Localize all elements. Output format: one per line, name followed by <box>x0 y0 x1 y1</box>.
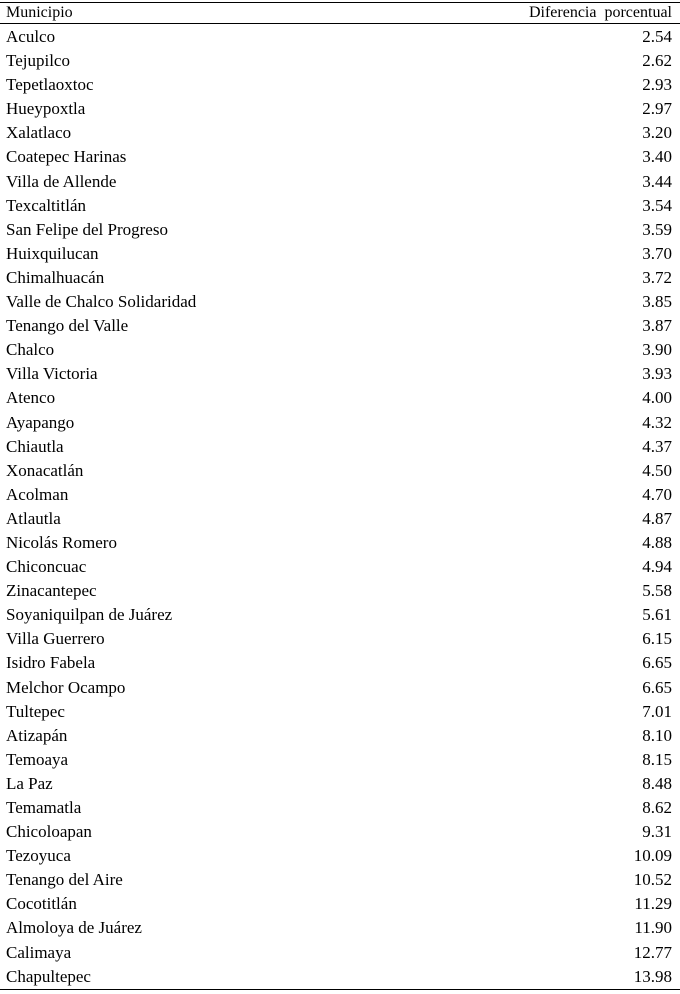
table-row <box>0 194 680 217</box>
table-header-rule <box>0 23 680 24</box>
diferencia-cell: 8.48 <box>642 773 672 793</box>
table-row <box>0 531 680 554</box>
municipio-cell: Calimaya <box>6 942 72 962</box>
diferencia-cell: 3.59 <box>642 219 672 239</box>
municipio-cell: Almoloya de Juárez <box>6 918 142 938</box>
diferencia-cell: 10.09 <box>633 846 672 866</box>
municipio-cell: Ayapango <box>6 412 75 432</box>
municipio-cell: Xalatlaco <box>6 123 72 143</box>
diferencia-cell: 2.54 <box>642 27 672 46</box>
table-row <box>0 772 680 795</box>
table-row <box>0 844 680 867</box>
table-body <box>0 25 680 988</box>
diferencia-cell: 5.61 <box>642 605 672 625</box>
diferencia-cell: 7.01 <box>642 701 672 721</box>
table-row <box>0 338 680 361</box>
municipio-cell: Nicolás Romero <box>6 532 117 552</box>
diferencia-cell: 2.62 <box>642 51 672 71</box>
diferencia-cell: 2.97 <box>642 99 672 119</box>
municipio-cell: Tejupilco <box>6 51 70 71</box>
diferencia-cell: 6.15 <box>642 629 672 649</box>
table-row <box>0 892 680 915</box>
municipio-cell: Soyaniquilpan de Juárez <box>6 605 173 625</box>
table-row <box>0 97 680 120</box>
table-row <box>0 386 680 409</box>
diferencia-cell: 3.44 <box>642 171 672 191</box>
table-row <box>0 651 680 674</box>
table-row <box>0 411 680 434</box>
table-row <box>0 868 680 891</box>
municipio-cell: Zinacantepec <box>6 581 97 601</box>
diferencia-cell: 4.32 <box>642 412 672 432</box>
municipio-cell: Aculco <box>6 27 56 46</box>
table-row <box>0 49 680 72</box>
table-row <box>0 941 680 964</box>
diferencia-cell: 3.90 <box>642 340 672 360</box>
municipio-cell: Villa Victoria <box>6 364 98 384</box>
diferencia-cell: 4.87 <box>642 508 672 528</box>
municipio-cell: Tultepec <box>6 701 65 721</box>
table-row <box>0 965 680 988</box>
table-row <box>0 362 680 385</box>
municipio-cell: Villa de Allende <box>6 171 117 191</box>
diferencia-cell: 4.00 <box>642 388 672 408</box>
municipio-cell: Acolman <box>6 484 69 504</box>
diferencia-cell: 8.10 <box>642 725 672 745</box>
diferencia-cell: 6.65 <box>642 677 672 697</box>
diferencia-cell: 10.52 <box>633 870 672 890</box>
diferencia-cell: 4.70 <box>642 484 672 504</box>
diferencia-cell: 5.58 <box>642 581 672 601</box>
municipio-cell: Tezoyuca <box>6 846 71 866</box>
municipio-cell: Atenco <box>6 388 56 408</box>
municipio-cell: Atizapán <box>6 725 68 745</box>
table-row <box>0 555 680 578</box>
table-row <box>0 25 680 48</box>
municipio-cell: Coatepec Harinas <box>6 147 127 167</box>
table-row <box>0 145 680 168</box>
diferencia-cell: 3.72 <box>642 267 672 287</box>
municipio-cell: Melchor Ocampo <box>6 677 126 697</box>
diferencia-cell: 3.85 <box>642 292 672 312</box>
header-diferencia-porcentual: Diferencia porcentual <box>528 4 672 21</box>
header-municipio: Municipio <box>6 4 73 21</box>
municipio-cell: La Paz <box>6 773 53 793</box>
table-row <box>0 170 680 193</box>
table-row <box>0 603 680 626</box>
table-row <box>0 724 680 747</box>
municipio-cell: Xonacatlán <box>6 460 84 480</box>
table-row <box>0 748 680 771</box>
table-row <box>0 627 680 650</box>
table-row <box>0 700 680 723</box>
municipio-cell: Chiautla <box>6 436 64 456</box>
diferencia-cell: 4.94 <box>642 557 672 577</box>
diferencia-cell: 2.93 <box>642 75 672 95</box>
diferencia-cell: 3.20 <box>642 123 672 143</box>
municipio-cell: Texcaltitlán <box>6 195 86 215</box>
diferencia-cell: 11.90 <box>634 918 672 938</box>
municipio-cell: Chimalhuacán <box>6 267 105 287</box>
municipio-cell: Tepetlaoxtoc <box>6 75 94 95</box>
municipio-cell: Hueypoxtla <box>6 99 86 119</box>
diferencia-cell: 11.29 <box>634 894 672 914</box>
municipio-cell: Chiconcuac <box>6 557 87 577</box>
municipio-cell: Villa Guerrero <box>6 629 105 649</box>
diferencia-cell: 6.65 <box>642 653 672 673</box>
table-row <box>0 121 680 144</box>
municipio-cell: Tenango del Valle <box>6 316 129 336</box>
table-row <box>0 73 680 96</box>
diferencia-cell: 13.98 <box>633 966 672 986</box>
table-row <box>0 507 680 530</box>
diferencia-cell: 8.15 <box>642 749 672 769</box>
table-row <box>0 266 680 289</box>
municipio-cell: Cocotitlán <box>6 894 77 914</box>
municipio-cell: Chalco <box>6 340 55 360</box>
table-row <box>0 314 680 337</box>
municipio-cell: Huixquilucan <box>6 243 99 263</box>
municipio-cell: Valle de Chalco Solidaridad <box>6 292 197 312</box>
municipio-cell: San Felipe del Progreso <box>6 219 168 239</box>
diferencia-cell: 3.87 <box>642 316 672 336</box>
diferencia-cell: 8.62 <box>642 798 672 817</box>
diferencia-cell: 3.70 <box>642 243 672 263</box>
table-header <box>0 3 680 23</box>
table-row <box>0 290 680 313</box>
municipio-cell: Tenango del Aire <box>6 870 123 890</box>
table-row <box>0 796 680 819</box>
table-row <box>0 820 680 843</box>
diferencia-cell: 4.88 <box>642 532 672 552</box>
table-row <box>0 676 680 699</box>
municipio-cell: Atlautla <box>6 508 61 528</box>
diferencia-cell: 4.50 <box>642 460 672 480</box>
table-row <box>0 435 680 458</box>
table-row <box>0 916 680 939</box>
diferencia-cell: 3.54 <box>642 195 672 215</box>
municipio-cell: Temamatla <box>6 798 82 817</box>
diferencia-cell: 12.77 <box>633 942 672 962</box>
table-bottom-rule <box>0 989 680 990</box>
diferencia-cell: 4.37 <box>642 436 672 456</box>
diferencia-cell: 3.40 <box>642 147 672 167</box>
diferencia-cell: 9.31 <box>642 822 672 842</box>
table-row <box>0 459 680 482</box>
municipio-cell: Isidro Fabela <box>6 653 96 673</box>
municipio-cell: Chapultepec <box>6 966 91 986</box>
table-row <box>0 483 680 506</box>
table-row <box>0 218 680 241</box>
municipio-cell: Chicoloapan <box>6 822 92 842</box>
table-row <box>0 579 680 602</box>
municipio-cell: Temoaya <box>6 749 69 769</box>
table-row <box>0 242 680 265</box>
diferencia-cell: 3.93 <box>642 364 672 384</box>
